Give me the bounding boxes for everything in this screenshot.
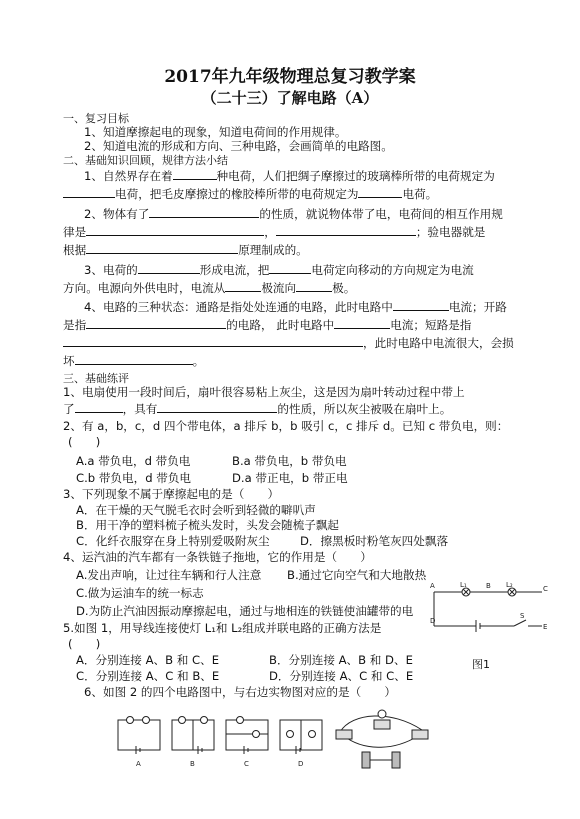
review-q1-line1: 1、自然界存在着 种电荷，人们把绸子摩擦过的玻璃棒所带的电荷规定为 xyxy=(84,169,495,183)
practice-5-stem: 5.如图 1，用导线连接使灯 L₁和 L₂组成并联电路的正确方法是 xyxy=(63,621,382,635)
practice-3-stem: 3、下列现象不属于摩擦起电的是（ ） xyxy=(63,487,280,501)
practice-4-stem: 4、运汽油的汽车都有一条铁链子拖地，它的作用是（ ） xyxy=(63,550,372,564)
figure-1-circuit xyxy=(430,580,550,640)
practice-1-line2: 了 ，具有 的性质，所以灰尘被吸在扇叶上。 xyxy=(63,402,452,416)
fig2-label-c: C xyxy=(244,760,249,768)
page-subtitle: （二十三）了解电路（A） xyxy=(201,89,379,107)
practice-5-option-c: C．分别连接 A、C 和 B、E xyxy=(76,669,220,683)
section-basics: 二、基础知识回顾，规律方法小结 xyxy=(63,154,228,167)
practice-2-option-d: D.a 带正电，b 带正电 xyxy=(232,471,348,485)
practice-5-paren: ( ) xyxy=(68,637,101,651)
practice-2-option-c: C.b 带负电，d 带负电 xyxy=(76,471,192,485)
practice-3-option-d: D．擦黑板时粉笔灰四处飘落 xyxy=(300,534,449,548)
review-q1-line2: 电荷，把毛皮摩擦过的橡胶棒所带的电荷规定为 电荷。 xyxy=(63,186,437,202)
practice-5-option-a: A．分别连接 A、B 和 C、E xyxy=(76,653,220,667)
review-q2-line2: 律是 ， ；验电器就是 xyxy=(63,225,486,239)
review-q2-line3: 根据 原理制成的。 xyxy=(63,243,308,257)
fig1-label-s: S xyxy=(520,612,525,620)
practice-5-option-d: D．分别连接 A、C 和 C、E xyxy=(269,669,414,683)
fig2-label-b: B xyxy=(190,760,195,768)
figure-1-caption: 图1 xyxy=(472,658,490,671)
physical-circuit-picture xyxy=(332,706,436,772)
practice-4-option-c: C.做为运油车的统一标志 xyxy=(76,586,204,600)
fig1-label-l2: L₂ xyxy=(506,581,513,589)
fig1-label-d: D xyxy=(430,617,436,625)
practice-2-paren: ( ) xyxy=(68,435,101,449)
practice-2-option-b: B.a 带负电，b 带负电 xyxy=(232,454,347,468)
review-q3-line1: 3、电荷的 形成电流，把 电荷定向移动的方向规定为电流 xyxy=(84,263,474,277)
fig1-label-c: C xyxy=(543,585,548,593)
figure-2-circuits xyxy=(110,712,330,770)
practice-4-option-d: D.为防止汽油因振动摩擦起电，通过与地相连的铁链使油罐带的电 xyxy=(76,604,414,618)
practice-4-option-a: A.发出声响，让过往车辆和行人注意 xyxy=(76,568,262,582)
practice-1-line1: 1、电扇使用一段时间后，扇叶很容易粘上灰尘，这是因为扇叶转动过程中带上 xyxy=(63,385,465,399)
fig2-label-a: A xyxy=(136,760,141,768)
section-goals: 一、复习目标 xyxy=(63,112,129,125)
fig1-label-b: B xyxy=(486,582,491,590)
page-title: 2017年九年级物理总复习教学案 xyxy=(164,67,416,87)
practice-2-option-a: A.a 带负电，d 带负电 xyxy=(76,454,191,468)
practice-2-stem: 2、有 a，b，c，d 四个带电体，a 排斥 b，b 吸引 c，c 排斥 d。已知 c 带负电，则： xyxy=(63,419,509,433)
practice-6-stem: 6、如图 2 的四个电路图中，与右边实物图对应的是（ ） xyxy=(84,685,396,699)
practice-4-option-b: B.通过它向空气和大地散热 xyxy=(287,568,427,582)
fig1-label-l1: L₁ xyxy=(460,581,467,589)
review-q4-line4: 坏 。 xyxy=(63,354,205,368)
practice-3-option-c: C．化纤衣服穿在身上特别爱吸附灰尘 xyxy=(76,534,270,548)
review-q3-line2: 方向。电源向外供电时，电流从 极流向 极。 xyxy=(63,281,356,295)
fig2-label-d: D xyxy=(298,760,304,768)
goal-1: 1、知道摩擦起电的现象，知道电荷间的作用规律。 xyxy=(84,125,347,139)
review-q4-line2: 是指 的电路， 此时电路中 电流；短路是指 xyxy=(63,318,472,332)
review-q4-line3: ，此时电路中电流很大，会损 xyxy=(63,335,514,351)
review-q2-line1: 2、物体有了 的性质，就说物体带了电，电荷间的相互作用规 xyxy=(84,207,503,221)
fig1-label-a: A xyxy=(430,582,435,590)
fig1-label-e: E xyxy=(543,623,548,631)
practice-3-option-a: A．在干燥的天气脱毛衣时会听到轻微的噼叭声 xyxy=(76,503,316,517)
goal-2: 2、知道电流的形成和方向、三种电路，会画简单的电路图。 xyxy=(84,139,393,153)
review-q4-line1: 4、电路的三种状态：通路是指处处连通的电路，此时电路中 电流；开路 xyxy=(84,300,507,314)
practice-3-option-b: B．用干净的塑料梳子梳头发时，头发会随梳子飘起 xyxy=(76,518,340,532)
practice-5-option-b: B．分别连接 A、B 和 D、E xyxy=(269,653,413,667)
section-practice: 三、基础练评 xyxy=(63,372,129,385)
